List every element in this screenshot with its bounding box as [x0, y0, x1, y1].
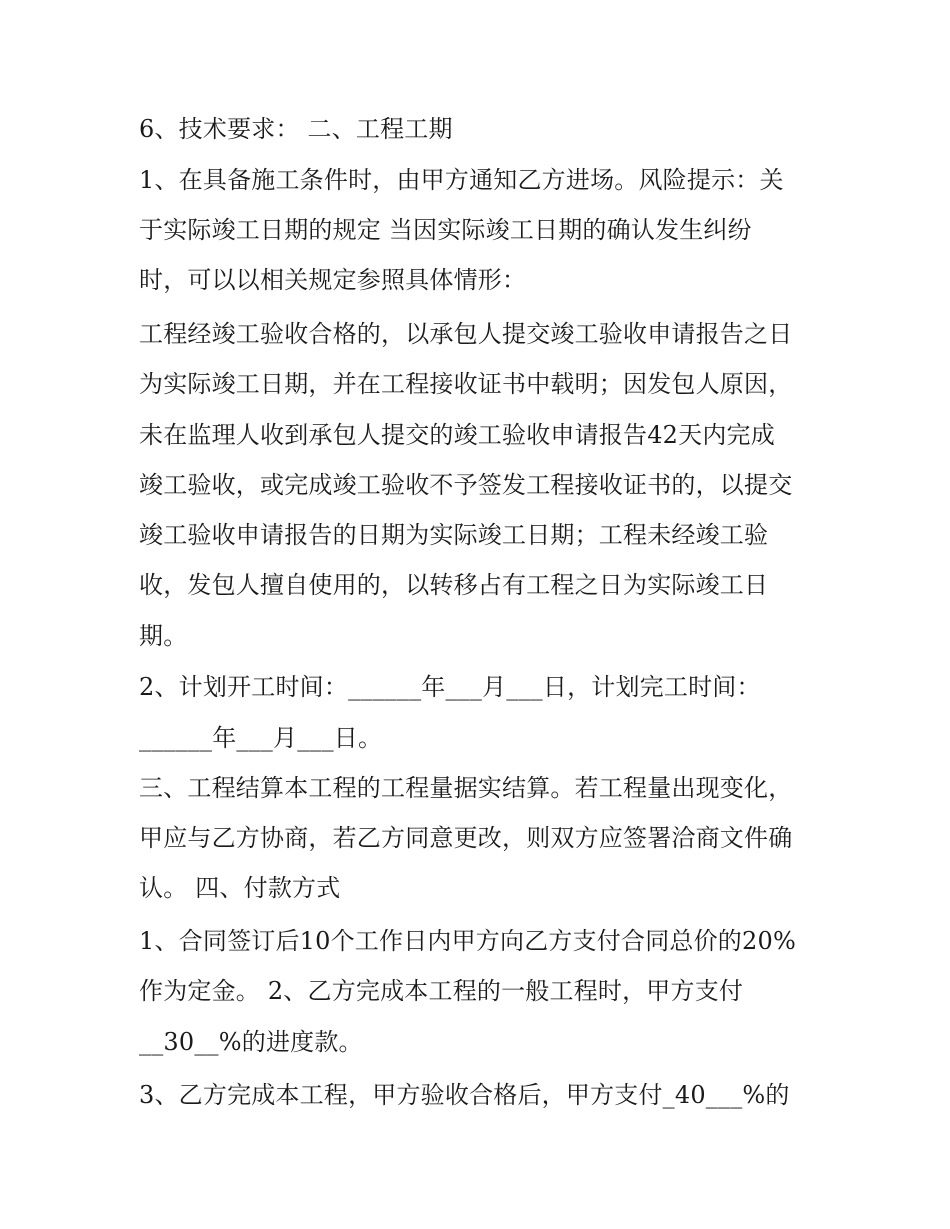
text-line: 未在监理人收到承包人提交的竣工验收申请报告42天内完成 — [139, 421, 775, 449]
text-line: 为实际竣工日期，并在工程接收证书中载明；因发包人原因， — [139, 370, 793, 398]
text-line: 工程经竣工验收合格的，以承包人提交竣工验收申请报告之日 — [139, 320, 793, 348]
text-line: ______年___月___日。 — [139, 724, 383, 752]
text-line: 认。 四、付款方式 — [139, 874, 341, 902]
text-line: 甲应与乙方协商，若乙方同意更改，则双方应签署洽商文件确 — [139, 824, 793, 852]
text-line: 于实际竣工日期的规定 当因实际竣工日期的确认发生纠纷 — [139, 216, 752, 244]
text-line: 三、工程结算本工程的工程量据实结算。若工程量出现变化， — [139, 774, 793, 802]
text-line: 6、技术要求： 二、工程工期 — [139, 115, 453, 143]
text-line: 1、在具备施工条件时，由甲方通知乙方进场。风险提示：关 — [139, 166, 784, 194]
text-line: 2、计划开工时间：______年___月___日，计划完工时间： — [139, 673, 761, 701]
text-line: 3、乙方完成本工程，甲方验收合格后，甲方支付_40___%的 — [139, 1081, 790, 1109]
text-line: 收，发包人擅自使用的，以转移占有工程之日为实际竣工日 — [139, 571, 769, 599]
text-line: 1、合同签订后10个工作日内甲方向乙方支付合同总价的20% — [139, 927, 796, 955]
text-line: 期。 — [139, 622, 188, 650]
text-line: 竣工验收申请报告的日期为实际竣工日期；工程未经竣工验 — [139, 521, 769, 549]
text-line: 竣工验收，或完成竣工验收不予签发工程接收证书的，以提交 — [139, 471, 793, 499]
text-line: 作为定金。 2、乙方完成本工程的一般工程时，甲方支付 — [139, 977, 744, 1005]
text-line: __30__%的进度款。 — [139, 1028, 363, 1056]
text-line: 时，可以以相关规定参照具体情形： — [139, 266, 527, 294]
